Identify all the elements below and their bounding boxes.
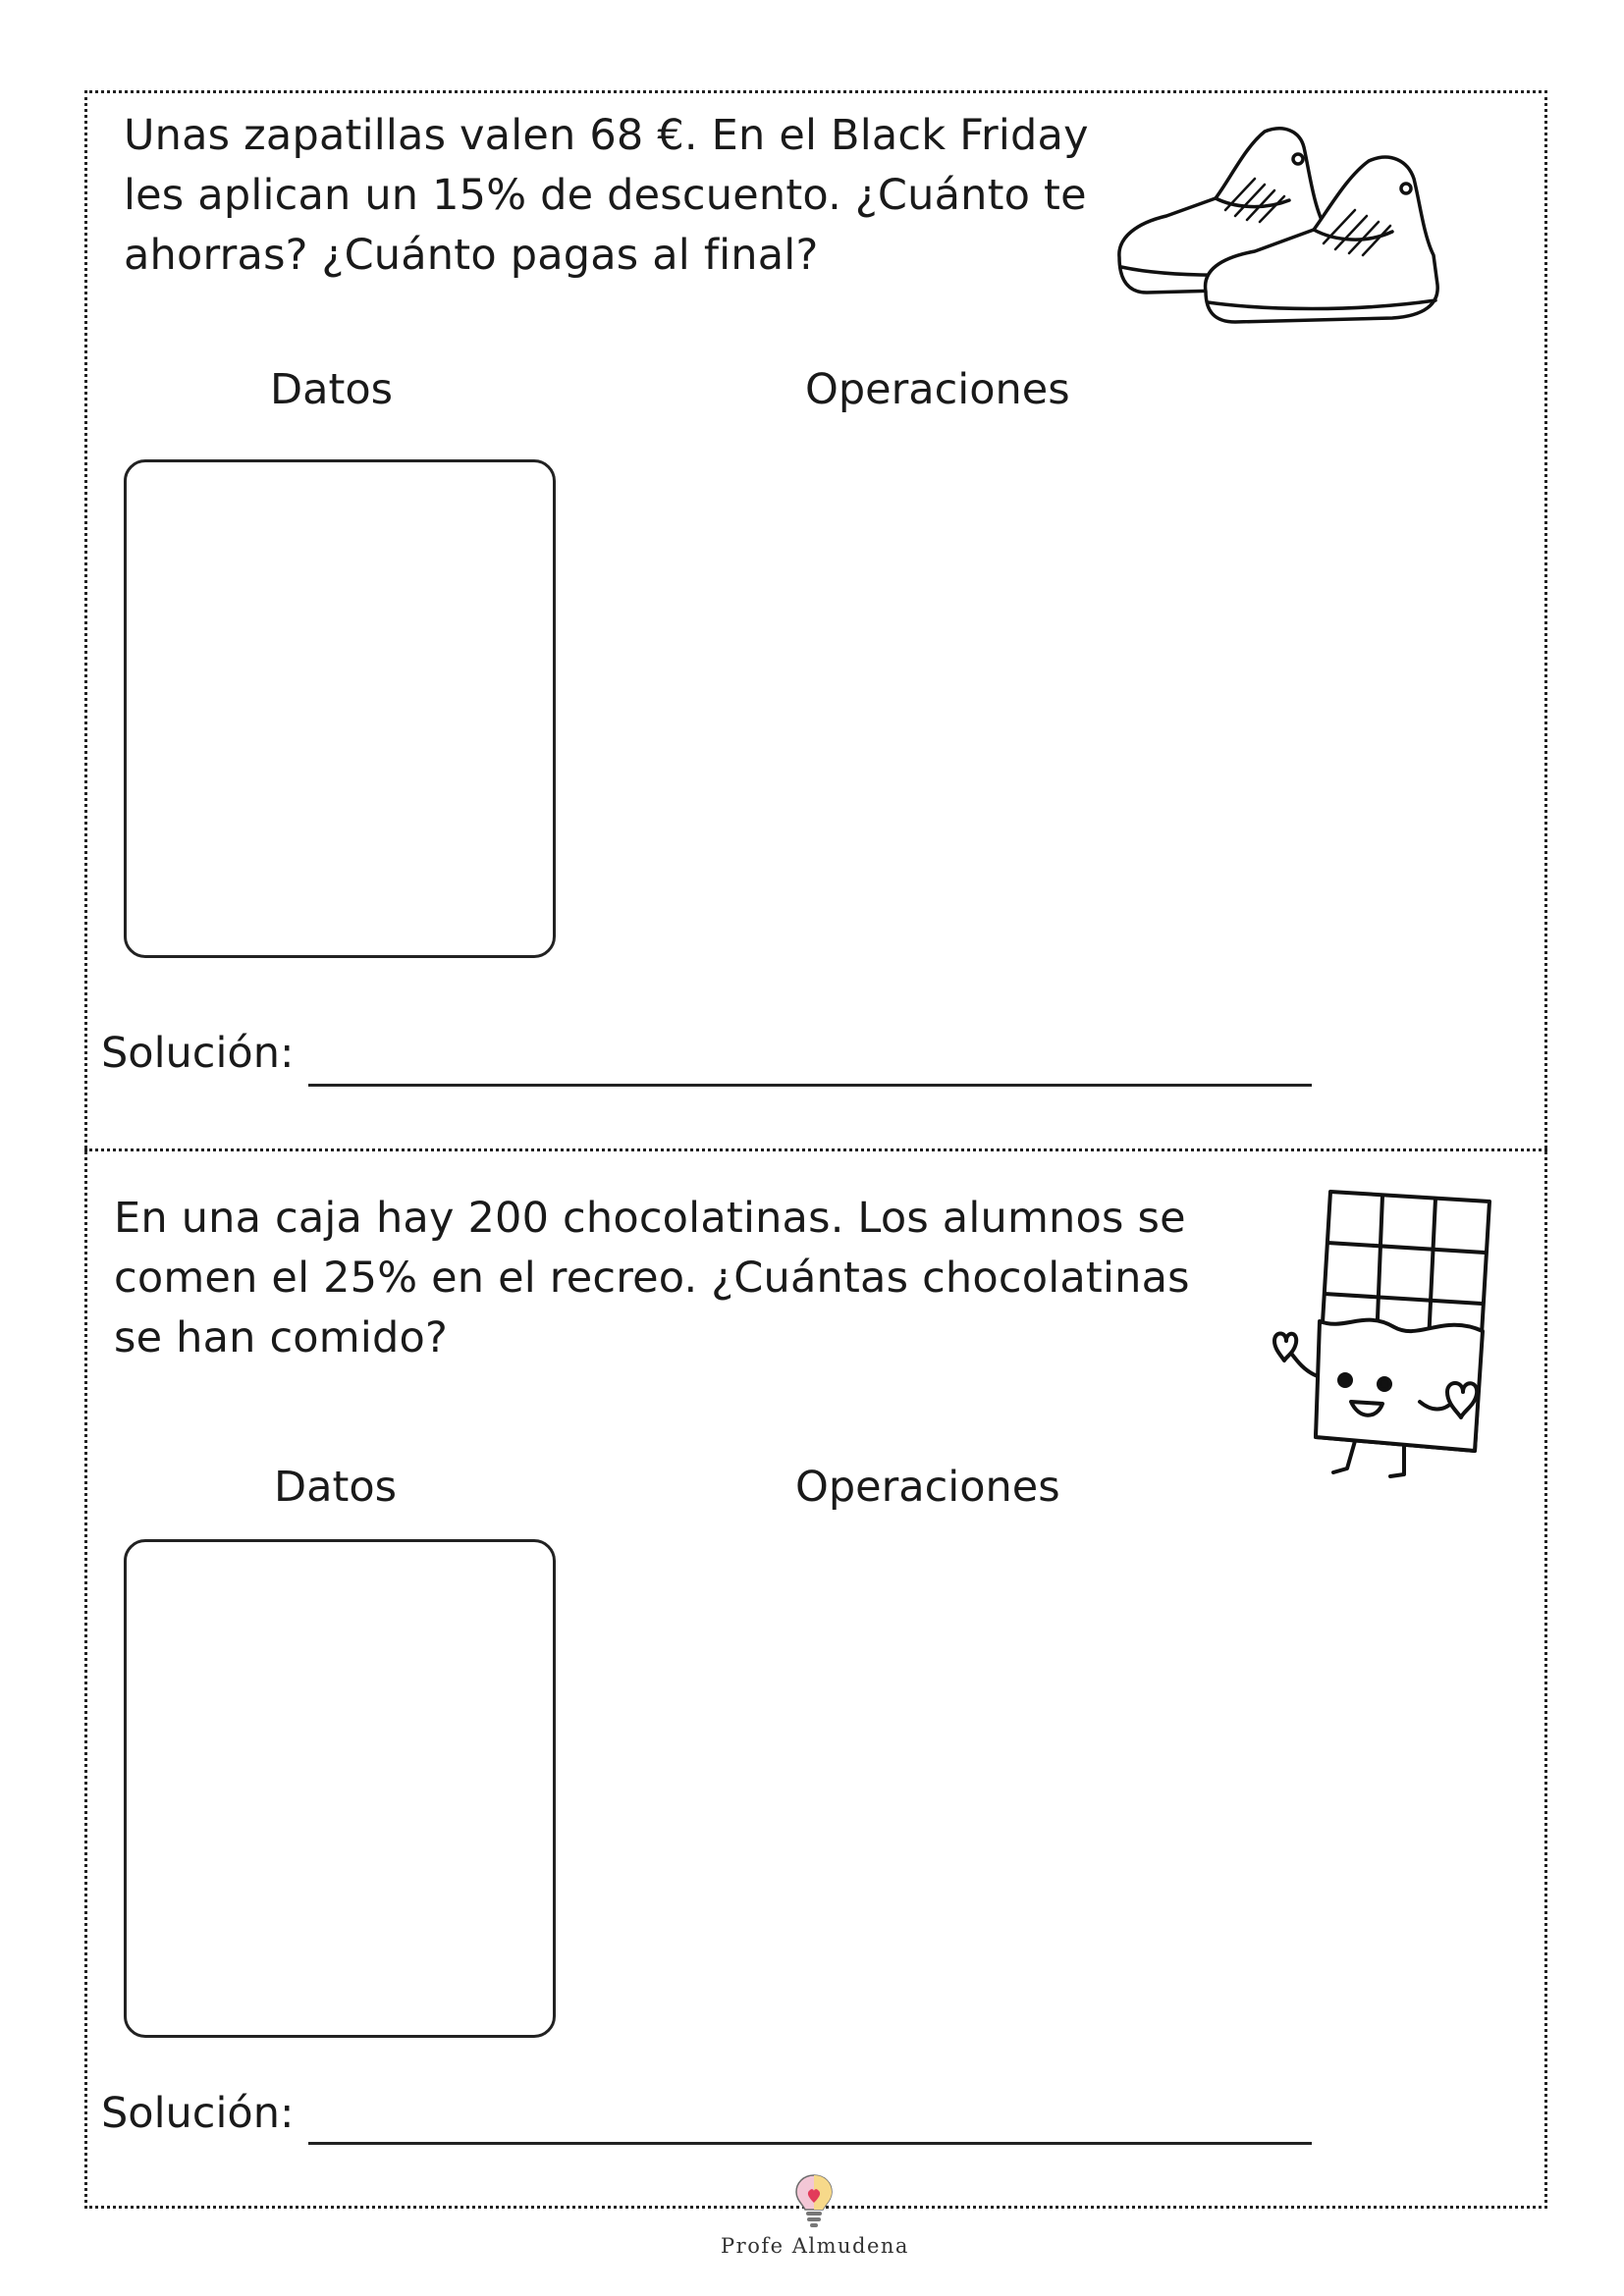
- datos-box-2[interactable]: [124, 1539, 556, 2038]
- footer-brand: Profe Almudena: [721, 2234, 909, 2258]
- operaciones-label-1: Operaciones: [805, 365, 1070, 414]
- solucion-line-1[interactable]: [308, 1084, 1312, 1087]
- operaciones-label-2: Operaciones: [795, 1463, 1060, 1512]
- datos-label-2: Datos: [274, 1463, 398, 1512]
- datos-label-1: Datos: [270, 365, 394, 414]
- datos-box-1[interactable]: [124, 459, 556, 958]
- problem-1-text: Unas zapatillas valen 68 €. En el Black Friday les aplican un 15% de descuento. ¿Cuánto te ahorras? ¿Cuánto pagas al final?: [124, 111, 1089, 280]
- chocolate-bar-icon: [1257, 1184, 1502, 1488]
- sneakers-icon: [1108, 120, 1441, 336]
- section-divider: [84, 1148, 1547, 1151]
- lightbulb-brain-icon: [793, 2173, 835, 2228]
- solucion-line-2[interactable]: [308, 2142, 1312, 2145]
- solucion-label-1: Solución:: [101, 1029, 295, 1078]
- problem-2-text: En una caja hay 200 chocolatinas. Los alumnos se comen el 25% en el recreo. ¿Cuántas chocolatinas se han comido?: [114, 1194, 1190, 1362]
- solucion-label-2: Solución:: [101, 2089, 295, 2138]
